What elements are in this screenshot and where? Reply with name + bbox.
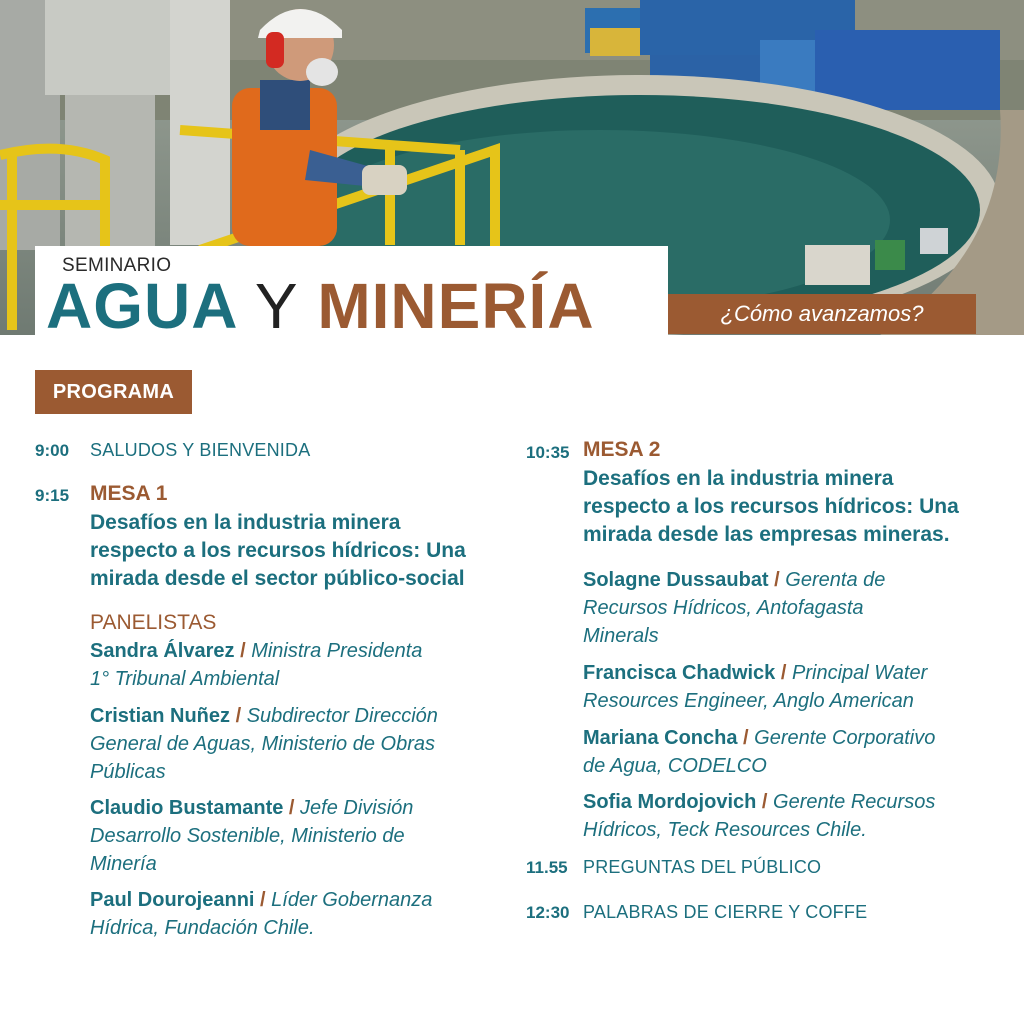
separator: / — [774, 569, 780, 591]
mesa2-desc-line: respecto a los recursos hídricos: Una — [583, 495, 959, 518]
panelist-role: Recursos Hídricos, Antofagasta — [583, 597, 864, 619]
panelist-item — [90, 702, 438, 786]
separator: / — [240, 640, 246, 662]
panelist-role: Gerenta de — [785, 569, 886, 591]
title-y: Y — [254, 270, 299, 342]
panelist-role: Ministra Presidenta — [251, 640, 423, 662]
panelist-role: Desarrollo Sostenible, Ministerio de — [90, 825, 405, 847]
panelist-role: 1° Tribunal Ambiental — [90, 668, 280, 690]
mesa1-title: MESA 1 — [90, 482, 168, 505]
panelist-role: Gerente Recursos — [773, 791, 936, 813]
panelist-role: Gerente Corporativo — [754, 727, 936, 749]
mesa2-desc-line: Desafíos en la industria minera — [583, 467, 894, 490]
separator: / — [780, 662, 787, 684]
mesa2-desc-line: mirada desde las empresas mineras. — [583, 523, 950, 546]
separator: / — [288, 797, 295, 819]
panelist-item — [583, 566, 885, 650]
preguntas-text: PREGUNTAS DEL PÚBLICO — [583, 857, 822, 877]
panelist-role: Hídricos, Teck Resources Chile. — [583, 819, 867, 841]
seminario-label: SEMINARIO — [62, 255, 172, 276]
title-mineria: MINERÍA — [317, 270, 595, 342]
programa-badge: PROGRAMA — [35, 370, 192, 414]
separator: / — [235, 705, 242, 727]
mesa2-time: 10:35 — [526, 443, 570, 462]
panelist-name: Solagne Dussaubat — [583, 569, 769, 591]
separator: / — [761, 791, 768, 813]
event-title — [46, 270, 595, 342]
saludos-time: 9:00 — [35, 441, 70, 460]
panelist-role: Jefe División — [300, 797, 414, 819]
panelist-role: Subdirector Dirección — [246, 705, 438, 727]
panelist-name: Sofia Mordojovich — [583, 791, 757, 813]
mesa1-desc-line: respecto a los recursos hídricos: Una — [90, 539, 466, 562]
preguntas-time: 11.55 — [526, 858, 568, 877]
subtitle-banner: ¿Cómo avanzamos? — [668, 294, 976, 334]
panelist-name: Paul Dourojeanni — [90, 889, 255, 911]
panelist-role: Públicas — [90, 761, 166, 783]
mesa1-desc-line: mirada desde el sector público-social — [90, 567, 465, 590]
separator: / — [743, 727, 749, 749]
mesa2-description — [583, 465, 959, 549]
panelist-role: Minería — [90, 853, 157, 875]
cierre-text: PALABRAS DE CIERRE Y COFFE — [583, 902, 868, 922]
panelist-item — [90, 886, 432, 942]
panelist-role: Resources Engineer, Anglo American — [583, 690, 914, 712]
cierre-time: 12:30 — [526, 903, 570, 922]
panelist-name: Mariana Concha — [583, 727, 738, 749]
panelist-role: General de Aguas, Ministerio de Obras — [90, 733, 435, 755]
separator: / — [260, 889, 266, 911]
panelist-role: Minerals — [583, 625, 659, 647]
panelist-role: de Agua, CODELCO — [583, 755, 767, 777]
panelist-item — [583, 724, 935, 780]
panelist-role: Hídrica, Fundación Chile. — [90, 917, 315, 939]
panelist-item — [90, 794, 413, 878]
mesa2-title: MESA 2 — [583, 438, 661, 461]
panelistas-label: PANELISTAS — [90, 611, 217, 634]
panelist-item — [583, 788, 935, 844]
panelist-item — [90, 637, 422, 693]
mesa1-desc-line: Desafíos en la industria minera — [90, 511, 401, 534]
panelist-role: Principal Water — [792, 662, 928, 684]
mesa1-time: 9:15 — [35, 486, 70, 505]
mesa1-description — [90, 509, 466, 593]
panelist-item — [583, 659, 927, 715]
panelist-name: Cristian Nuñez — [90, 705, 231, 727]
panelist-name: Claudio Bustamante — [90, 797, 284, 819]
panelist-name: Francisca Chadwick — [583, 662, 776, 684]
saludos-text: SALUDOS Y BIENVENIDA — [90, 440, 311, 460]
panelist-role: Líder Gobernanza — [271, 889, 433, 911]
title-agua: AGUA — [46, 270, 237, 342]
panelist-name: Sandra Álvarez — [90, 640, 235, 662]
